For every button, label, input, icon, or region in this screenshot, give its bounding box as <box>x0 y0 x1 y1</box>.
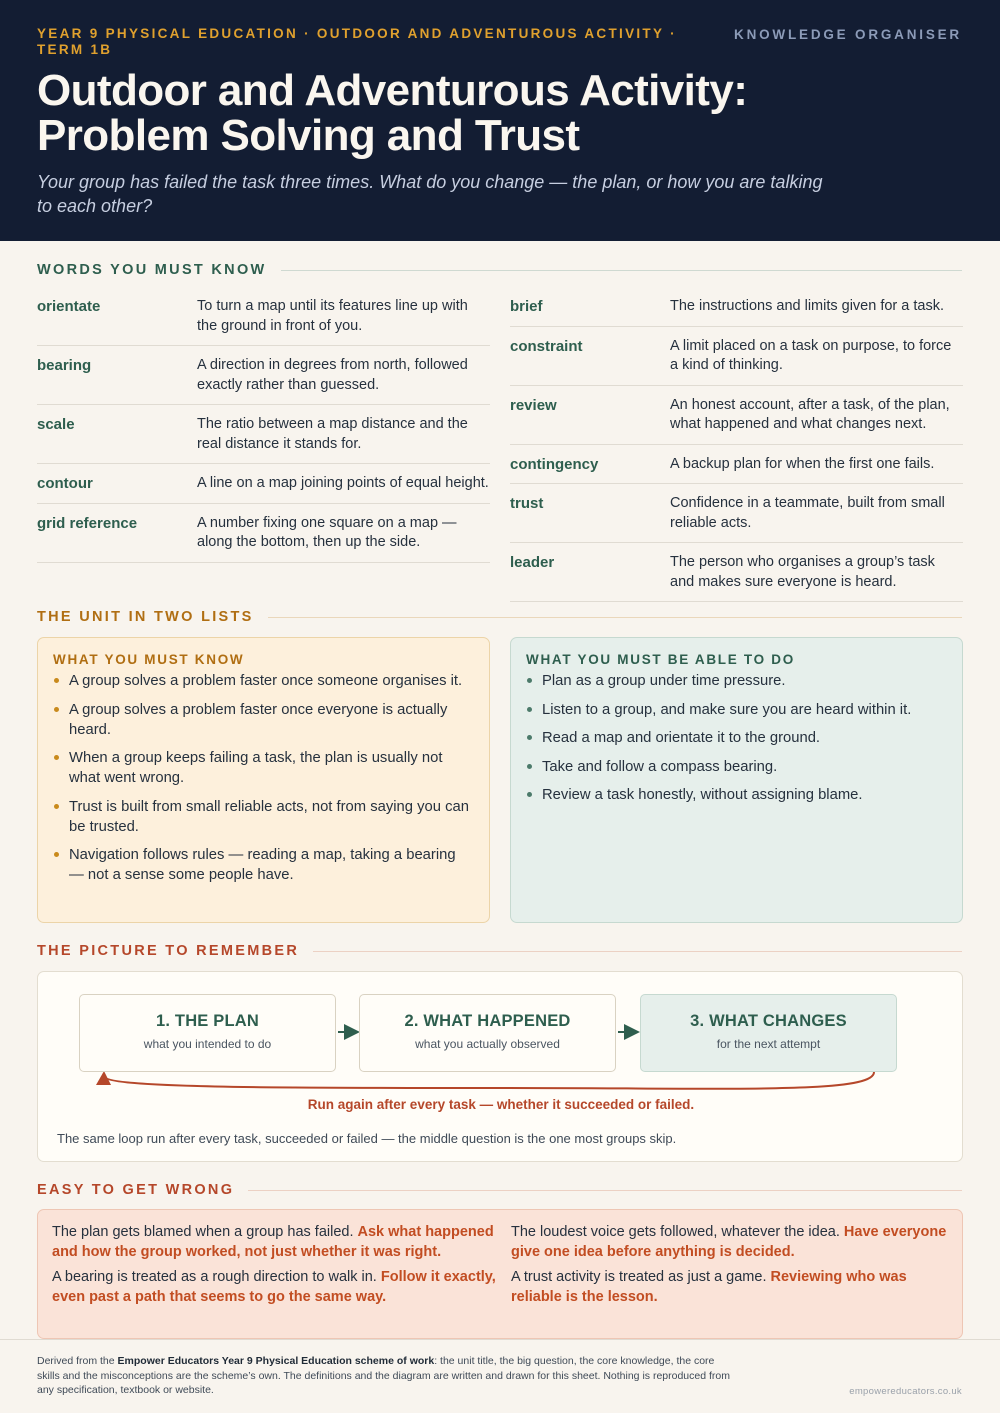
page-header <box>0 0 1000 241</box>
list-item <box>526 785 946 805</box>
glossary-row <box>510 327 963 386</box>
glossary-definition: A limit placed on a task on purpose, to force a kind of thinking. <box>670 337 952 373</box>
glossary-row <box>37 287 490 346</box>
misconception-item <box>52 1223 496 1262</box>
list-item <box>53 845 473 885</box>
bullet-icon <box>527 678 532 683</box>
list-item-text: Trust is built from small reliable acts, not from saying you can be trusted. <box>69 798 469 835</box>
list-item-text: Listen to a group, and make sure you are heard within it. <box>542 701 912 718</box>
list-item <box>526 671 946 691</box>
glossary-term: orientate <box>37 298 101 315</box>
page-footer <box>0 1339 1000 1413</box>
section-heading-misconceptions <box>37 1182 962 1198</box>
list-item <box>53 700 473 740</box>
misconceptions-box <box>37 1209 963 1339</box>
list-item-text: Navigation follows rules — reading a map, taking a bearing — not a sense some people have. <box>69 847 456 883</box>
section-heading-unit <box>37 609 962 625</box>
list-item <box>526 700 946 720</box>
loop-label: Run again after every task — whether it succeeded or failed. <box>307 1097 695 1112</box>
glossary-row <box>37 405 490 464</box>
step-subtitle: what you actually observed <box>415 1037 560 1051</box>
glossary-row <box>37 464 490 504</box>
glossary-row <box>510 386 963 445</box>
list-item <box>53 797 473 837</box>
glossary-row <box>510 543 963 602</box>
glossary-term: scale <box>37 416 75 433</box>
source-note-suffix: : the unit title, the big question, the core knowledge, the core skills and the misconceptions are the scheme’s own. The definitions and the diagram are written and drawn for this sheet. Nothing is reproduced from any specification, textbook or website. <box>37 1355 730 1396</box>
glossary-term: bearing <box>37 357 92 374</box>
bullet-icon <box>527 735 532 740</box>
list-item-text: Read a map and orientate it to the ground. <box>542 730 821 746</box>
step-what-happened <box>359 994 616 1072</box>
step-title: 3. WHAT CHANGES <box>690 1012 847 1030</box>
glossary <box>37 287 963 602</box>
section-heading-text: WORDS YOU MUST KNOW <box>37 262 267 278</box>
step-what-changes <box>640 994 897 1072</box>
misconception-fix: Ask what happened and how the group worked, not just whether it was right. <box>52 1224 494 1260</box>
section-heading-text: THE UNIT IN TWO LISTS <box>37 609 254 625</box>
big-question: Your group has failed the task three times. What do you change — the plan, or how you are talking to each other? <box>37 172 823 216</box>
section-rule <box>248 1190 962 1191</box>
misconception-fix: Have everyone give one idea before anything is decided. <box>511 1224 947 1260</box>
glossary-row <box>510 445 963 485</box>
glossary-row <box>510 484 963 543</box>
glossary-column-right <box>510 287 963 602</box>
section-heading-glossary <box>37 262 962 278</box>
glossary-definition: A direction in degrees from north, followed exactly rather than guessed. <box>197 357 468 393</box>
site-url[interactable]: empowereducators.co.uk <box>849 1386 962 1397</box>
bullet-icon <box>527 764 532 769</box>
list-item-text: When a group keeps failing a task, the plan is usually not what went wrong. <box>69 750 443 786</box>
glossary-term: contour <box>37 475 93 492</box>
misconception-text: A trust activity is treated as just a game. <box>511 1269 767 1285</box>
document-type-label: KNOWLEDGE ORGANISER <box>734 27 962 42</box>
glossary-definition: To turn a map until its features line up with the ground in front of you. <box>197 298 468 334</box>
title-line-1: Outdoor and Adventurous Activity: <box>37 66 748 115</box>
section-heading-text: THE PICTURE TO REMEMBER <box>37 943 300 959</box>
source-note <box>37 1354 737 1398</box>
misconception-item <box>52 1268 496 1307</box>
step-title: 1. THE PLAN <box>155 1012 260 1030</box>
step-title: 2. WHAT HAPPENED <box>404 1012 571 1030</box>
diagram-caption: The same loop run after every task, succeeded or failed — the middle question is the one most groups skip. <box>57 1131 677 1146</box>
misconception-item <box>511 1223 955 1262</box>
source-name: Empower Educators Year 9 Physical Education scheme of work <box>117 1355 435 1367</box>
must-do-box <box>510 637 963 923</box>
glossary-definition: The ratio between a map distance and the real distance it stands for. <box>197 416 468 452</box>
section-rule <box>268 617 962 618</box>
glossary-definition: An honest account, after a task, of the plan, what happened and what changes next. <box>670 396 950 432</box>
unit-lists <box>37 637 963 923</box>
must-know-title: WHAT YOU MUST KNOW <box>53 652 245 667</box>
misconception-fix: Follow it exactly, even past a path that seems to go the same way. <box>52 1269 496 1305</box>
glossary-term: contingency <box>510 455 599 473</box>
section-rule <box>281 270 962 271</box>
bullet-icon <box>527 707 532 712</box>
step-subtitle: for the next attempt <box>716 1037 821 1051</box>
misconception-fix: Reviewing who was reliable is the lesson. <box>511 1269 907 1305</box>
loop-back-arrow <box>104 1072 874 1089</box>
glossary-definition: A number fixing one square on a map — along the bottom, then up the side. <box>197 514 457 550</box>
glossary-term: review <box>510 396 557 414</box>
loop-arrowhead <box>96 1071 111 1085</box>
misconception-text: The loudest voice gets followed, whatever the idea. <box>511 1224 840 1240</box>
bullet-icon <box>54 804 59 809</box>
glossary-term: trust <box>510 495 544 512</box>
list-item <box>53 748 473 788</box>
glossary-definition: A line on a map joining points of equal height. <box>197 475 489 491</box>
misconception-text: The plan gets blamed when a group has failed. <box>52 1224 354 1240</box>
section-rule <box>313 951 962 952</box>
bullet-icon <box>54 852 59 857</box>
bullet-icon <box>54 755 59 760</box>
title-line-2: Problem Solving and Trust <box>37 111 580 160</box>
step-subtitle: what you intended to do <box>143 1037 272 1051</box>
list-item <box>526 728 946 748</box>
source-note-prefix: Derived from the <box>37 1355 118 1367</box>
review-loop-diagram <box>37 971 963 1162</box>
list-item-text: Review a task honestly, without assigning blame. <box>542 787 863 803</box>
list-item-text: A group solves a problem faster once someone organises it. <box>69 673 463 689</box>
list-item <box>526 757 946 777</box>
list-item-text: Take and follow a compass bearing. <box>542 758 778 775</box>
glossary-definition: Confidence in a teammate, built from small reliable acts. <box>670 495 945 531</box>
must-know-box <box>37 637 490 923</box>
bullet-icon <box>54 707 59 712</box>
glossary-term: constraint <box>510 337 583 355</box>
glossary-row <box>37 504 490 563</box>
section-heading-text: EASY TO GET WRONG <box>37 1182 235 1198</box>
glossary-term: brief <box>510 298 543 315</box>
glossary-definition: The instructions and limits given for a task. <box>670 298 945 314</box>
glossary-term: leader <box>510 554 555 571</box>
must-do-title: WHAT YOU MUST BE ABLE TO DO <box>526 652 795 667</box>
glossary-row <box>510 287 963 327</box>
glossary-term: grid reference <box>37 514 138 532</box>
step-plan <box>79 994 336 1072</box>
list-item-text: Plan as a group under time pressure. <box>542 673 786 689</box>
page-title <box>37 68 963 158</box>
glossary-column-left <box>37 287 490 602</box>
glossary-row <box>37 346 490 405</box>
glossary-definition: A backup plan for when the first one fails. <box>670 455 935 472</box>
list-item <box>53 671 473 691</box>
list-item-text: A group solves a problem faster once everyone is actually heard. <box>69 701 448 738</box>
glossary-definition: The person who organises a group’s task and makes sure everyone is heard. <box>670 554 935 590</box>
bullet-icon <box>527 792 532 797</box>
section-heading-picture <box>37 943 962 959</box>
misconception-item <box>511 1268 955 1307</box>
bullet-icon <box>54 678 59 683</box>
course-kicker: YEAR 9 PHYSICAL EDUCATION · OUTDOOR AND ADVENTUROUS ACTIVITY · TERM 1B <box>37 26 677 57</box>
misconception-text: A bearing is treated as a rough direction to walk in. <box>52 1269 377 1285</box>
